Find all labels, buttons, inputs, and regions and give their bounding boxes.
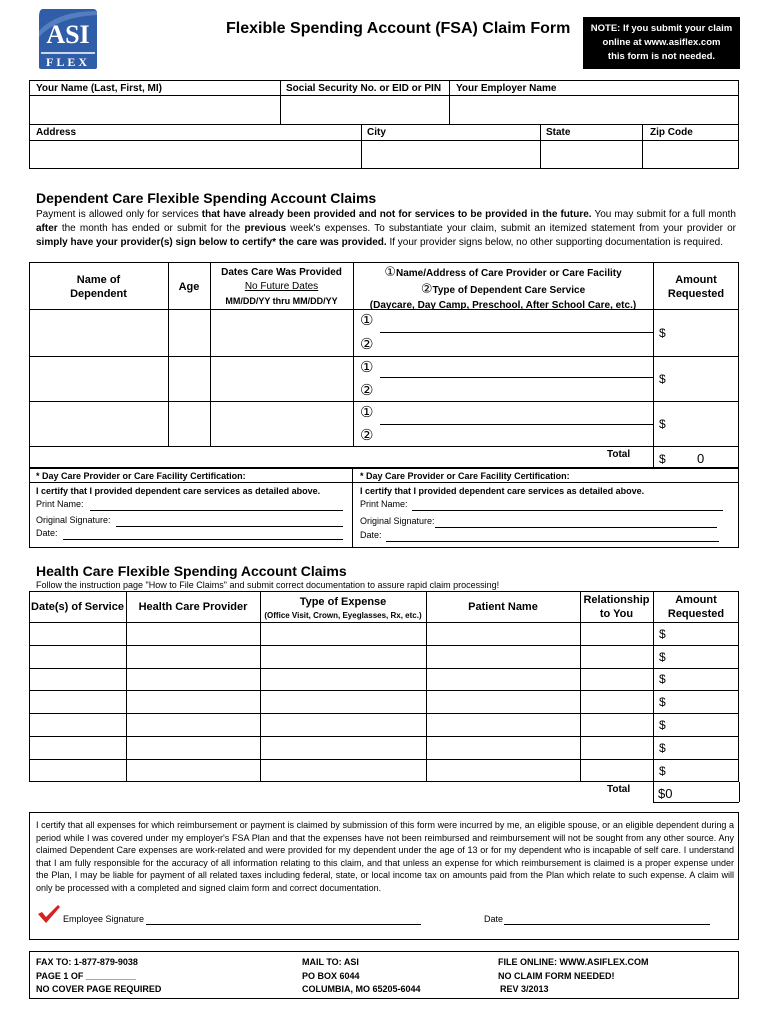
amount-dollar-sign: $ xyxy=(659,372,666,386)
orig-sig-label-right: Original Signature: xyxy=(360,516,435,526)
col-type-of-expense: Type of Expense (Office Visit, Crown, Eyeglasses, Rx, etc.) xyxy=(264,596,422,620)
circle-2-icon: ② xyxy=(360,427,374,444)
health-total-value: $0 xyxy=(658,786,673,801)
state-label: State xyxy=(546,127,571,138)
name-input[interactable] xyxy=(30,96,279,123)
health-amount-dollar: $ xyxy=(659,627,666,641)
circle-1-icon: ① xyxy=(360,404,374,421)
employee-certification-text: I certify that all expenses for which reimbursement or payment is claimed by submission of this form were incurred by me, an eligible spouse, or an eligible dependent during a period while I was covered under my employer's FSA Plan and that the expenses have not been reimbursed and reimbursement will not be sought from any other source. Any claimed Dependent Care expenses are work-related and were provided for my dependent under the age of 13 or for my dependent who is incapable of self care. I understand that I am fully responsible for the accuracy of all information relating to this claim, and that unless an expense for which reimbursement is claimed is a proper expense under the Plan, I may be liable for payment of all related taxes including federal, state, or local income tax on amounts paid from the Plan which relate to such expense. A claim will only be processed with a completed and signed claim form and correct documentation. xyxy=(36,820,734,893)
dependent-total-dollar: $ xyxy=(659,452,666,466)
cert-title-left: * Day Care Provider or Care Facility Certification: xyxy=(36,471,246,481)
amount-dollar-sign: $ xyxy=(659,326,666,340)
col-amount: Amount Requested xyxy=(667,274,725,300)
ssn-label: Social Security No. or EID or PIN xyxy=(286,83,442,94)
checkmark-icon xyxy=(37,904,61,924)
health-care-instruction: Follow the instruction page "How to File Claims" and submit correct documentation to assure rapid claim processing! xyxy=(36,580,500,590)
employee-date-input[interactable] xyxy=(504,910,710,924)
circle-2-icon: ② xyxy=(360,336,374,353)
col-dependent-name: Name of Dependent xyxy=(70,274,127,300)
note-line-2: online at www.asiflex.com xyxy=(602,37,721,48)
provider-date-input-right[interactable] xyxy=(386,528,719,541)
employee-date-label: Date xyxy=(484,914,504,924)
logo-text-bottom: FLEX xyxy=(45,55,90,69)
employee-signature-input[interactable] xyxy=(146,910,421,924)
zip-label: Zip Code xyxy=(650,127,693,138)
footer-mail: MAIL TO: ASI PO BOX 6044 COLUMBIA, MO 65205-6044 xyxy=(302,957,421,994)
circle-2-icon: ② xyxy=(360,382,374,399)
col-dates-of-service: Date(s) of Service xyxy=(31,601,124,613)
health-amount-dollar: $ xyxy=(659,672,666,686)
footer-fax: FAX TO: 1-877-879-9038 PAGE 1 OF __________ NO COVER PAGE REQUIRED xyxy=(36,957,162,994)
note-line-1: NOTE: If you submit your claim xyxy=(590,23,733,34)
provider-print-name-input-left[interactable] xyxy=(90,497,343,510)
col-health-amount: Amount Requested xyxy=(667,594,725,620)
health-amount-dollar: $ xyxy=(659,718,666,732)
health-amount-dollar: $ xyxy=(659,650,666,664)
provider-date-input-left[interactable] xyxy=(63,526,343,539)
cert-text-left: I certify that I provided dependent care services as detailed above. xyxy=(36,486,321,496)
employee-signature-label: Employee Signature xyxy=(63,914,145,924)
city-label: City xyxy=(367,127,386,138)
city-input[interactable] xyxy=(362,141,539,168)
logo-text-top: ASI xyxy=(46,20,90,49)
asi-flex-logo xyxy=(37,7,99,71)
print-name-label-right: Print Name: xyxy=(360,499,408,509)
footer-online: FILE ONLINE: WWW.ASIFLEX.COM NO CLAIM FORM NEEDED! REV 3/2013 xyxy=(498,957,649,994)
cert-title-right: * Day Care Provider or Care Facility Certification: xyxy=(360,471,570,481)
col-health-provider: Health Care Provider xyxy=(138,601,248,613)
date-label-right: Date: xyxy=(360,530,382,540)
health-total-label: Total xyxy=(607,784,631,795)
provider-signature-input-left[interactable] xyxy=(116,513,343,526)
provider-print-name-input-right[interactable] xyxy=(412,497,723,510)
state-input[interactable] xyxy=(541,141,641,168)
dependent-care-heading: Dependent Care Flexible Spending Account Claims xyxy=(36,190,377,206)
address-input[interactable] xyxy=(30,141,360,168)
col-dates: Dates Care Was Provided No Future Dates MM/DD/YY thru MM/DD/YY xyxy=(221,267,342,306)
health-amount-dollar: $ xyxy=(659,695,666,709)
health-amount-dollar: $ xyxy=(659,764,666,778)
dependent-care-instructions: Payment is allowed only for services that have already been provided and not for services to be provided in the future. You may submit for a full month after the month has ended or submit for the previous week's expenses. To substantiate your claim, submit an itemized statement from your provider or simply have your provider(s) sign below to certify* the care was provided. If your provider signs below, no other supporting documentation is required. xyxy=(36,209,736,248)
employer-input[interactable] xyxy=(450,96,738,123)
circle-1-icon: ① xyxy=(360,359,374,376)
col-relationship: Relationship to You xyxy=(583,594,650,620)
col-age: Age xyxy=(178,281,200,293)
col-patient-name: Patient Name xyxy=(468,601,538,613)
ssn-input[interactable] xyxy=(281,96,448,123)
note-line-3: this form is not needed. xyxy=(607,51,716,62)
dependent-total-value: 0 xyxy=(697,451,705,466)
dependent-total-label: Total xyxy=(607,449,631,460)
amount-dollar-sign: $ xyxy=(659,417,666,431)
note-box xyxy=(583,17,740,69)
address-label: Address xyxy=(36,127,77,138)
health-care-heading: Health Care Flexible Spending Account Claims xyxy=(36,563,347,579)
circle-1-icon: ① xyxy=(360,312,374,329)
date-label-left: Date: xyxy=(36,528,58,538)
provider-signature-input-right[interactable] xyxy=(435,514,717,527)
form-title: Flexible Spending Account (FSA) Claim Form xyxy=(226,20,571,37)
cert-text-right: I certify that I provided dependent care services as detailed above. xyxy=(360,486,645,496)
zip-input[interactable] xyxy=(643,141,738,168)
employer-label: Your Employer Name xyxy=(456,83,557,94)
name-label: Your Name (Last, First, MI) xyxy=(36,83,162,94)
col-provider: ①Name/Address of Care Provider or Care Facility ②Type of Dependent Care Service (Daycare, Day Camp, Preschool, After School Care, etc.) xyxy=(369,264,637,311)
print-name-label-left: Print Name: xyxy=(36,499,84,509)
health-amount-dollar: $ xyxy=(659,741,666,755)
orig-sig-label-left: Original Signature: xyxy=(36,515,111,525)
